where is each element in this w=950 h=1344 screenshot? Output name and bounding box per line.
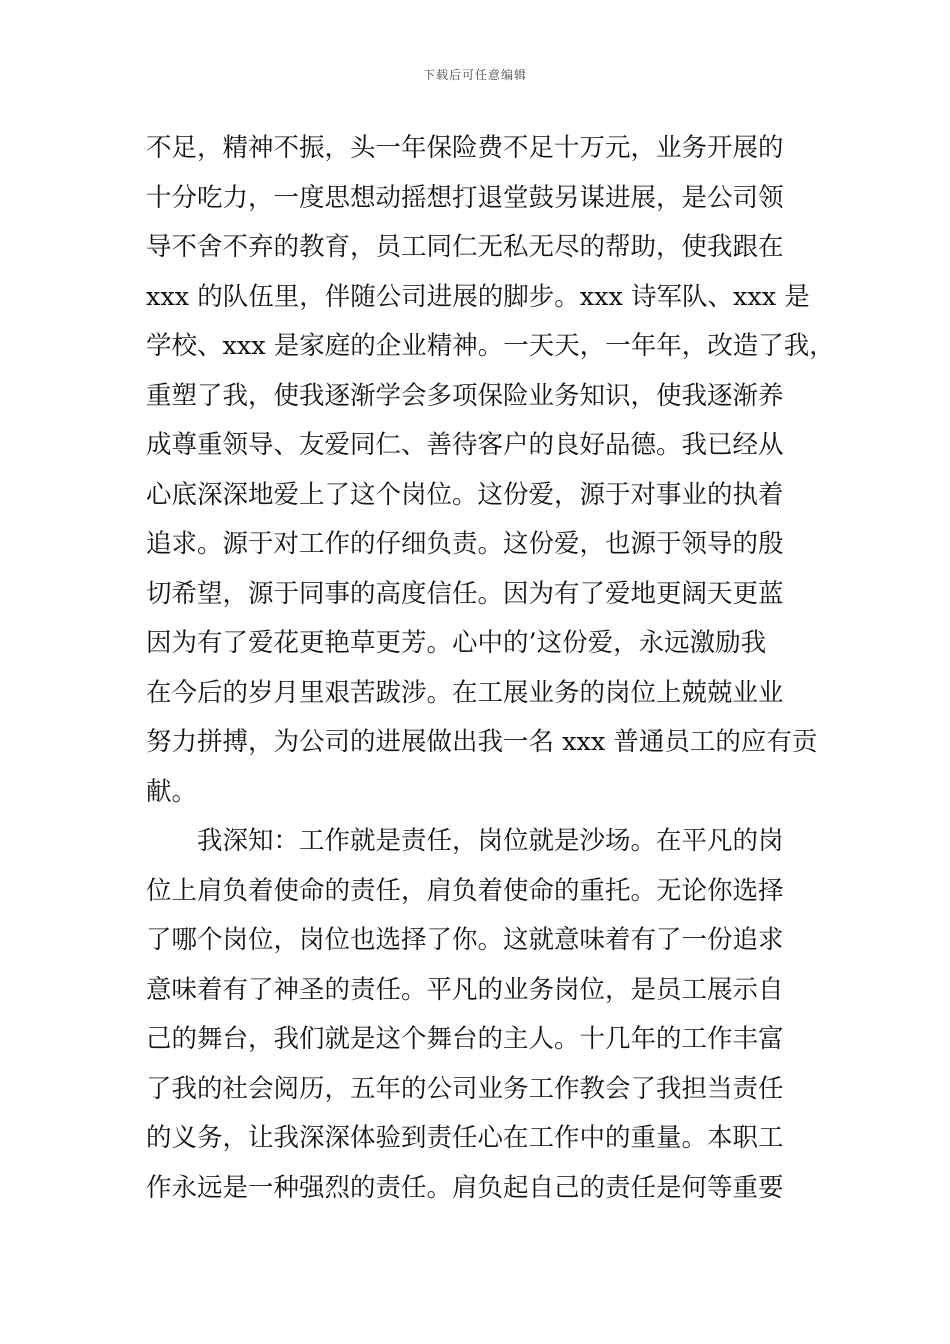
text-line: 在今后的岁月里艰苦跋涉。在工展业务的岗位上兢兢业业 bbox=[146, 677, 784, 708]
text-line: 因为有了爱花更艳草更芳。心中的’这份爱，永远激励我 bbox=[146, 628, 767, 658]
text-line: 十分吃力，一度思想动摇想打退堂鼓另谋进展，是公司领 bbox=[146, 182, 784, 213]
text-line: 的义务，让我深深体验到责任心在工作中的重量。本职工 bbox=[146, 1123, 784, 1153]
text-line: 心底深深地爱上了这个岗位。这份爱，源于对事业的执着 bbox=[146, 479, 784, 510]
text-line: 重塑了我，使我逐渐学会多项保险业务知识，使我逐渐养 bbox=[146, 380, 784, 411]
text-line: 导不舍不弃的教育，员工同仁无私无尽的帮助，使我跟在 bbox=[146, 232, 784, 262]
text-line: 了我的社会阅历，五年的公司业务工作教会了我担当责任 bbox=[146, 1073, 784, 1104]
text-line: 献。 bbox=[146, 776, 198, 807]
text-line: 追求。源于对工作的仔细负责。这份爱，也源于领导的殷 bbox=[146, 529, 784, 559]
text-line: 了哪个岗位，岗位也选择了你。这就意味着有了一份追求 bbox=[146, 925, 784, 955]
text-line: 位上肩负着使命的责任，肩负着使命的重托。无论你选择 bbox=[146, 875, 784, 906]
text-line: 不足，精神不振，头一年保险费不足十万元，业务开展的 bbox=[146, 133, 784, 163]
body-text bbox=[146, 124, 835, 1213]
text-line: 学校、xxx 是家庭的企业精神。一天天，一年年，改造了我， bbox=[146, 331, 835, 361]
text-line: 作永远是一种强烈的责任。肩负起自己的责任是何等重要 bbox=[146, 1172, 784, 1203]
text-line: 我深知：工作就是责任，岗位就是沙场。在平凡的岗 bbox=[146, 826, 784, 856]
text-line: 己的舞台，我们就是这个舞台的主人。十几年的工作丰富 bbox=[146, 1024, 784, 1054]
header-note: 下载后可任意编辑 bbox=[422, 68, 527, 82]
text-line: 成尊重领导、友爱同仁、善待客户的良好品德。我已经从 bbox=[146, 430, 784, 460]
text-line: 意味着有了神圣的责任。平凡的业务岗位，是员工展示自 bbox=[146, 974, 784, 1005]
text-line: 努力拼搏，为公司的进展做出我一名 xxx 普通员工的应有贡 bbox=[146, 727, 818, 757]
text-line: xxx 的队伍里，伴随公司进展的脚步。xxx 诗军队、xxx 是 bbox=[146, 281, 810, 312]
text-line: 切希望，源于同事的高度信任。因为有了爱地更阔天更蓝 bbox=[146, 578, 784, 609]
